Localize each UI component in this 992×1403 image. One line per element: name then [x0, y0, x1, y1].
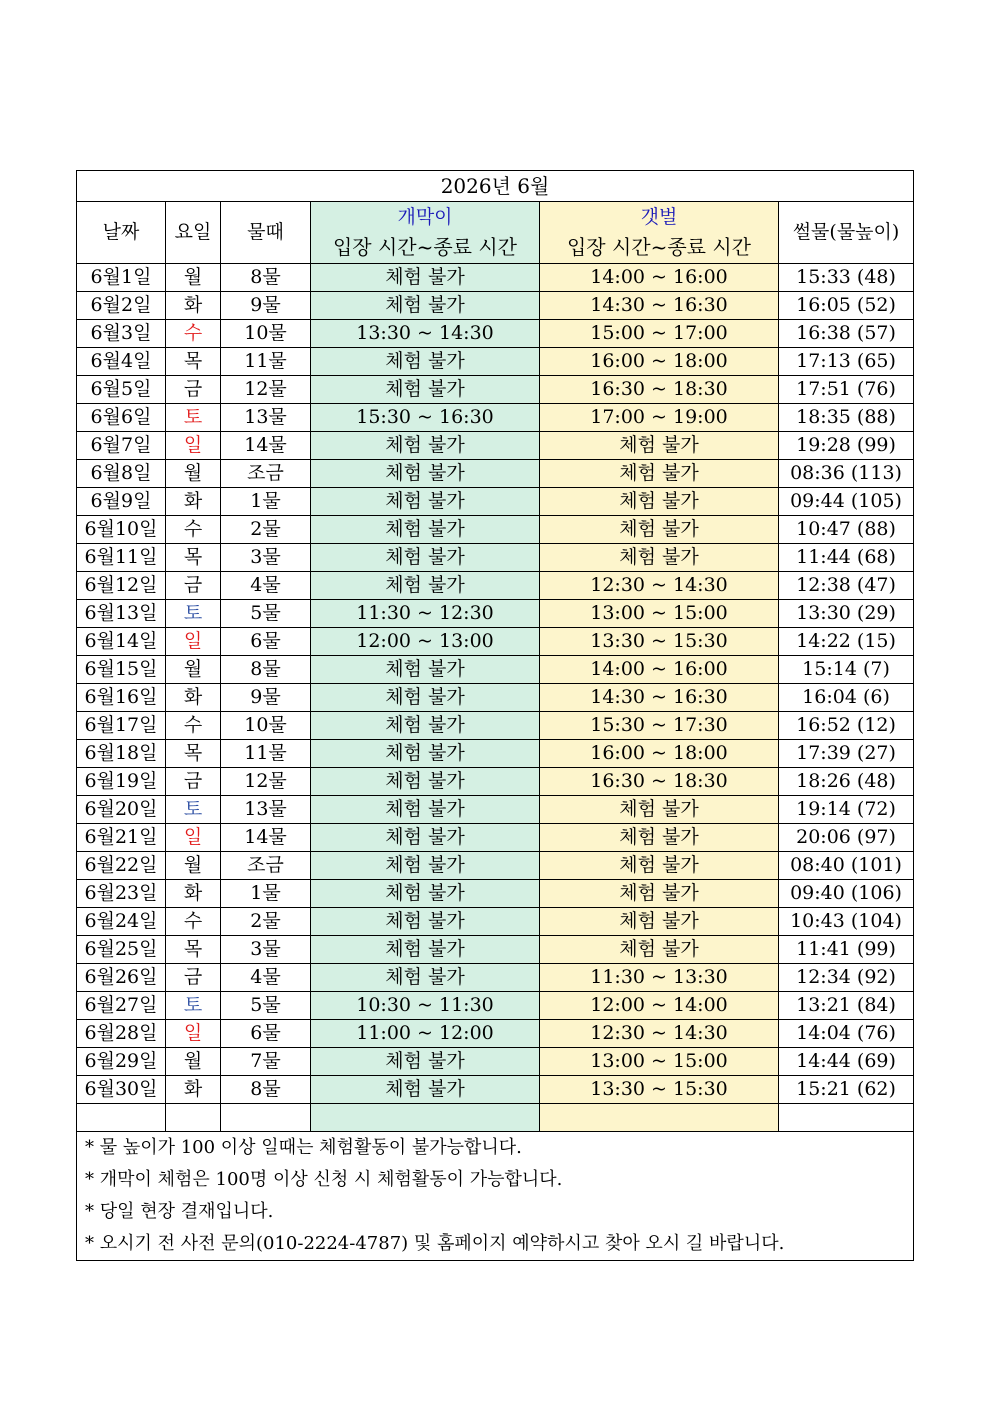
- gaetbeol-time-cell: 14:30 ~ 16:30: [540, 292, 779, 320]
- header-date: 날짜: [77, 202, 166, 264]
- tide-cell: 3물: [221, 936, 311, 964]
- low-tide-cell: 18:35 (88): [779, 404, 914, 432]
- gaetbeol-time-cell: 체험 불가: [540, 880, 779, 908]
- gaemak-time-cell: 체험 불가: [311, 908, 540, 936]
- low-tide-cell: 08:36 (113): [779, 460, 914, 488]
- tide-cell: 12물: [221, 376, 311, 404]
- low-tide-cell: 19:28 (99): [779, 432, 914, 460]
- gaemak-time-cell: 체험 불가: [311, 712, 540, 740]
- dow-cell: 수: [166, 320, 221, 348]
- tide-cell: 13물: [221, 796, 311, 824]
- low-tide-cell: 17:13 (65): [779, 348, 914, 376]
- gaetbeol-time-cell: 11:30 ~ 13:30: [540, 964, 779, 992]
- date-cell: 6월12일: [77, 572, 166, 600]
- gaetbeol-time-cell: 체험 불가: [540, 516, 779, 544]
- gaemak-time-cell: 13:30 ~ 14:30: [311, 320, 540, 348]
- dow-cell: 화: [166, 880, 221, 908]
- dow-cell: 월: [166, 1048, 221, 1076]
- date-cell: 6월1일: [77, 264, 166, 292]
- low-tide-cell: 19:14 (72): [779, 796, 914, 824]
- gaemak-time-cell: 체험 불가: [311, 852, 540, 880]
- table-row: [77, 516, 914, 544]
- dow-cell: 월: [166, 264, 221, 292]
- low-tide-cell: 10:43 (104): [779, 908, 914, 936]
- date-cell: 6월23일: [77, 880, 166, 908]
- table-row: [77, 880, 914, 908]
- date-cell: 6월20일: [77, 796, 166, 824]
- gaetbeol-time-cell: 12:30 ~ 14:30: [540, 572, 779, 600]
- tide-cell: 9물: [221, 292, 311, 320]
- dow-cell: 금: [166, 572, 221, 600]
- tide-cell: 14물: [221, 432, 311, 460]
- tide-cell: 1물: [221, 880, 311, 908]
- low-tide-cell: 14:44 (69): [779, 1048, 914, 1076]
- tide-cell: 7물: [221, 1048, 311, 1076]
- dow-cell: 토: [166, 796, 221, 824]
- tide-cell: 6물: [221, 628, 311, 656]
- table-row: [77, 908, 914, 936]
- low-tide-cell: 13:21 (84): [779, 992, 914, 1020]
- low-tide-cell: 09:40 (106): [779, 880, 914, 908]
- date-cell: 6월3일: [77, 320, 166, 348]
- gaemak-time-cell: 체험 불가: [311, 292, 540, 320]
- gaetbeol-time-cell: 15:00 ~ 17:00: [540, 320, 779, 348]
- gaetbeol-time-cell: 16:30 ~ 18:30: [540, 768, 779, 796]
- blank-cell: [77, 1104, 166, 1132]
- tide-cell: 4물: [221, 572, 311, 600]
- date-cell: 6월18일: [77, 740, 166, 768]
- date-cell: 6월19일: [77, 768, 166, 796]
- title-row: [77, 171, 914, 202]
- dow-cell: 화: [166, 1076, 221, 1104]
- tide-cell: 조금: [221, 460, 311, 488]
- table-row: [77, 572, 914, 600]
- gaemak-time-cell: 체험 불가: [311, 964, 540, 992]
- gaemak-time-cell: 체험 불가: [311, 740, 540, 768]
- date-cell: 6월10일: [77, 516, 166, 544]
- blank-cell: [540, 1104, 779, 1132]
- table-row: [77, 740, 914, 768]
- low-tide-cell: 15:21 (62): [779, 1076, 914, 1104]
- table-body: [77, 264, 914, 1104]
- header-gaemak: 개막이: [311, 202, 540, 233]
- blank-cell: [311, 1104, 540, 1132]
- dow-cell: 월: [166, 852, 221, 880]
- gaetbeol-time-cell: 체험 불가: [540, 544, 779, 572]
- dow-cell: 토: [166, 404, 221, 432]
- gaemak-time-cell: 체험 불가: [311, 460, 540, 488]
- dow-cell: 수: [166, 908, 221, 936]
- dow-cell: 토: [166, 992, 221, 1020]
- dow-cell: 금: [166, 376, 221, 404]
- table-row: [77, 376, 914, 404]
- gaetbeol-time-cell: 체험 불가: [540, 908, 779, 936]
- gaetbeol-time-cell: 17:00 ~ 19:00: [540, 404, 779, 432]
- table-row: [77, 1076, 914, 1104]
- table-row: [77, 768, 914, 796]
- gaemak-time-cell: 체험 불가: [311, 1076, 540, 1104]
- date-cell: 6월17일: [77, 712, 166, 740]
- low-tide-cell: 17:51 (76): [779, 376, 914, 404]
- date-cell: 6월27일: [77, 992, 166, 1020]
- note-line: * 개막이 체험은 100명 이상 신청 시 체험활동이 가능합니다.: [85, 1169, 563, 1190]
- table-row: [77, 488, 914, 516]
- table-row: [77, 544, 914, 572]
- dow-cell: 화: [166, 684, 221, 712]
- tide-cell: 3물: [221, 544, 311, 572]
- date-cell: 6월4일: [77, 348, 166, 376]
- table-row: [77, 264, 914, 292]
- tide-cell: 10물: [221, 712, 311, 740]
- low-tide-cell: 17:39 (27): [779, 740, 914, 768]
- dow-cell: 목: [166, 740, 221, 768]
- date-cell: 6월25일: [77, 936, 166, 964]
- date-cell: 6월24일: [77, 908, 166, 936]
- notes-cell: [77, 1132, 914, 1261]
- low-tide-cell: 16:05 (52): [779, 292, 914, 320]
- date-cell: 6월26일: [77, 964, 166, 992]
- date-cell: 6월5일: [77, 376, 166, 404]
- header-row-1: [77, 202, 914, 233]
- table-row: [77, 348, 914, 376]
- dow-cell: 목: [166, 544, 221, 572]
- gaemak-time-cell: 12:00 ~ 13:00: [311, 628, 540, 656]
- gaemak-time-cell: 체험 불가: [311, 1048, 540, 1076]
- date-cell: 6월8일: [77, 460, 166, 488]
- dow-cell: 금: [166, 768, 221, 796]
- low-tide-cell: 13:30 (29): [779, 600, 914, 628]
- tide-cell: 8물: [221, 1076, 311, 1104]
- date-cell: 6월2일: [77, 292, 166, 320]
- gaemak-time-cell: 체험 불가: [311, 684, 540, 712]
- dow-cell: 일: [166, 824, 221, 852]
- tide-cell: 12물: [221, 768, 311, 796]
- date-cell: 6월30일: [77, 1076, 166, 1104]
- gaetbeol-time-cell: 13:30 ~ 15:30: [540, 628, 779, 656]
- header-low-tide: 썰물(물높이): [779, 202, 914, 264]
- header-dow: 요일: [166, 202, 221, 264]
- table-row: [77, 964, 914, 992]
- table-row: [77, 292, 914, 320]
- gaetbeol-time-cell: 체험 불가: [540, 432, 779, 460]
- date-cell: 6월7일: [77, 432, 166, 460]
- table-row: [77, 404, 914, 432]
- gaetbeol-time-cell: 16:00 ~ 18:00: [540, 348, 779, 376]
- tide-cell: 10물: [221, 320, 311, 348]
- dow-cell: 월: [166, 460, 221, 488]
- low-tide-cell: 12:34 (92): [779, 964, 914, 992]
- date-cell: 6월14일: [77, 628, 166, 656]
- blank-cell: [779, 1104, 914, 1132]
- gaetbeol-time-cell: 16:00 ~ 18:00: [540, 740, 779, 768]
- note-line: * 오시기 전 사전 문의(010-2224-4787) 및 홈페이지 예약하시고 찾아 오시 길 바랍니다.: [85, 1233, 785, 1254]
- gaemak-time-cell: 체험 불가: [311, 768, 540, 796]
- notes-row: [77, 1132, 914, 1261]
- tide-cell: 8물: [221, 264, 311, 292]
- note-line: * 당일 현장 결재입니다.: [85, 1201, 274, 1222]
- low-tide-cell: 16:38 (57): [779, 320, 914, 348]
- header-gaetbeol: 갯벌: [540, 202, 779, 233]
- gaetbeol-time-cell: 14:00 ~ 16:00: [540, 656, 779, 684]
- table-title: 2026년 6월: [77, 171, 914, 202]
- gaetbeol-time-cell: 13:30 ~ 15:30: [540, 1076, 779, 1104]
- tide-cell: 11물: [221, 348, 311, 376]
- gaetbeol-time-cell: 체험 불가: [540, 824, 779, 852]
- tide-cell: 4물: [221, 964, 311, 992]
- gaetbeol-time-cell: 13:00 ~ 15:00: [540, 600, 779, 628]
- date-cell: 6월15일: [77, 656, 166, 684]
- low-tide-cell: 14:04 (76): [779, 1020, 914, 1048]
- tide-cell: 조금: [221, 852, 311, 880]
- low-tide-cell: 16:04 (6): [779, 684, 914, 712]
- low-tide-cell: 10:47 (88): [779, 516, 914, 544]
- low-tide-cell: 15:33 (48): [779, 264, 914, 292]
- table-row: [77, 1048, 914, 1076]
- low-tide-cell: 18:26 (48): [779, 768, 914, 796]
- dow-cell: 목: [166, 348, 221, 376]
- gaetbeol-time-cell: 체험 불가: [540, 936, 779, 964]
- table-row: [77, 936, 914, 964]
- gaemak-time-cell: 체험 불가: [311, 348, 540, 376]
- gaemak-time-cell: 체험 불가: [311, 572, 540, 600]
- date-cell: 6월28일: [77, 1020, 166, 1048]
- dow-cell: 수: [166, 712, 221, 740]
- low-tide-cell: 08:40 (101): [779, 852, 914, 880]
- low-tide-cell: 15:14 (7): [779, 656, 914, 684]
- gaetbeol-time-cell: 체험 불가: [540, 488, 779, 516]
- blank-cell: [221, 1104, 311, 1132]
- date-cell: 6월9일: [77, 488, 166, 516]
- tide-cell: 2물: [221, 908, 311, 936]
- gaemak-time-cell: 체험 불가: [311, 936, 540, 964]
- low-tide-cell: 20:06 (97): [779, 824, 914, 852]
- low-tide-cell: 11:44 (68): [779, 544, 914, 572]
- low-tide-cell: 12:38 (47): [779, 572, 914, 600]
- blank-cell: [166, 1104, 221, 1132]
- tide-schedule-table: [76, 170, 914, 1261]
- gaemak-time-cell: 체험 불가: [311, 880, 540, 908]
- table-row: [77, 628, 914, 656]
- low-tide-cell: 16:52 (12): [779, 712, 914, 740]
- dow-cell: 토: [166, 600, 221, 628]
- tide-cell: 5물: [221, 600, 311, 628]
- gaetbeol-time-cell: 체험 불가: [540, 460, 779, 488]
- gaemak-time-cell: 11:30 ~ 12:30: [311, 600, 540, 628]
- gaetbeol-time-cell: 15:30 ~ 17:30: [540, 712, 779, 740]
- tide-cell: 1물: [221, 488, 311, 516]
- tide-cell: 11물: [221, 740, 311, 768]
- table-row: [77, 796, 914, 824]
- dow-cell: 화: [166, 292, 221, 320]
- gaemak-time-cell: 체험 불가: [311, 264, 540, 292]
- date-cell: 6월16일: [77, 684, 166, 712]
- table-row: [77, 656, 914, 684]
- table-row: [77, 600, 914, 628]
- date-cell: 6월13일: [77, 600, 166, 628]
- blank-row: [77, 1104, 914, 1132]
- gaemak-time-cell: 체험 불가: [311, 796, 540, 824]
- table-row: [77, 712, 914, 740]
- date-cell: 6월6일: [77, 404, 166, 432]
- date-cell: 6월11일: [77, 544, 166, 572]
- header-gaemak-time: 입장 시간~종료 시간: [311, 232, 540, 264]
- tide-cell: 9물: [221, 684, 311, 712]
- gaemak-time-cell: 체험 불가: [311, 544, 540, 572]
- tide-cell: 14물: [221, 824, 311, 852]
- date-cell: 6월21일: [77, 824, 166, 852]
- tide-cell: 2물: [221, 516, 311, 544]
- header-tide: 물때: [221, 202, 311, 264]
- table-row: [77, 1020, 914, 1048]
- gaemak-time-cell: 체험 불가: [311, 824, 540, 852]
- gaetbeol-time-cell: 14:00 ~ 16:00: [540, 264, 779, 292]
- dow-cell: 금: [166, 964, 221, 992]
- gaemak-time-cell: 15:30 ~ 16:30: [311, 404, 540, 432]
- tide-cell: 13물: [221, 404, 311, 432]
- gaetbeol-time-cell: 체험 불가: [540, 852, 779, 880]
- gaetbeol-time-cell: 12:30 ~ 14:30: [540, 1020, 779, 1048]
- table-row: [77, 432, 914, 460]
- gaetbeol-time-cell: 12:00 ~ 14:00: [540, 992, 779, 1020]
- tide-cell: 6물: [221, 1020, 311, 1048]
- dow-cell: 수: [166, 516, 221, 544]
- gaetbeol-time-cell: 14:30 ~ 16:30: [540, 684, 779, 712]
- date-cell: 6월22일: [77, 852, 166, 880]
- table-row: [77, 852, 914, 880]
- dow-cell: 일: [166, 432, 221, 460]
- gaetbeol-time-cell: 13:00 ~ 15:00: [540, 1048, 779, 1076]
- gaemak-time-cell: 체험 불가: [311, 656, 540, 684]
- gaetbeol-time-cell: 체험 불가: [540, 796, 779, 824]
- gaemak-time-cell: 체험 불가: [311, 376, 540, 404]
- header-gaetbeol-time: 입장 시간~종료 시간: [540, 232, 779, 264]
- dow-cell: 월: [166, 656, 221, 684]
- table-row: [77, 824, 914, 852]
- low-tide-cell: 11:41 (99): [779, 936, 914, 964]
- dow-cell: 화: [166, 488, 221, 516]
- table-row: [77, 320, 914, 348]
- low-tide-cell: 14:22 (15): [779, 628, 914, 656]
- table-row: [77, 684, 914, 712]
- dow-cell: 일: [166, 1020, 221, 1048]
- low-tide-cell: 09:44 (105): [779, 488, 914, 516]
- gaetbeol-time-cell: 16:30 ~ 18:30: [540, 376, 779, 404]
- schedule-sheet: [76, 170, 913, 1261]
- table-row: [77, 460, 914, 488]
- note-line: * 물 높이가 100 이상 일때는 체험활동이 불가능합니다.: [85, 1137, 522, 1158]
- table-row: [77, 992, 914, 1020]
- dow-cell: 일: [166, 628, 221, 656]
- tide-cell: 8물: [221, 656, 311, 684]
- gaemak-time-cell: 체험 불가: [311, 432, 540, 460]
- gaemak-time-cell: 체험 불가: [311, 488, 540, 516]
- gaemak-time-cell: 11:00 ~ 12:00: [311, 1020, 540, 1048]
- gaemak-time-cell: 체험 불가: [311, 516, 540, 544]
- date-cell: 6월29일: [77, 1048, 166, 1076]
- dow-cell: 목: [166, 936, 221, 964]
- tide-cell: 5물: [221, 992, 311, 1020]
- gaemak-time-cell: 10:30 ~ 11:30: [311, 992, 540, 1020]
